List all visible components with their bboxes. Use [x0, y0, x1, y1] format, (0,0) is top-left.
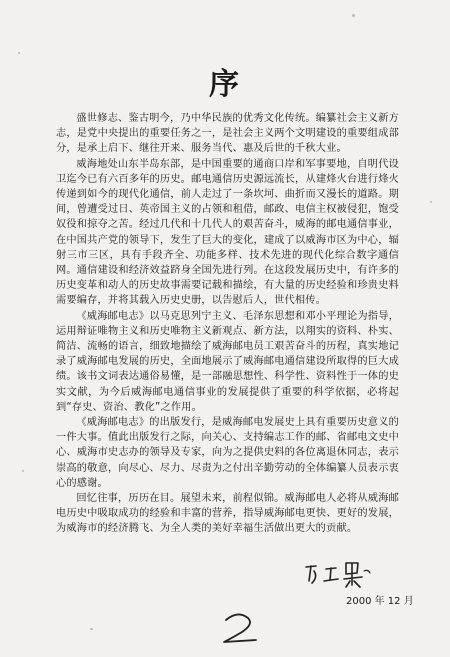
scan-speckle [430, 201, 432, 203]
scan-speckle [90, 628, 93, 630]
preface-date: 2000 年 12 月 [346, 596, 414, 607]
scan-speckle [22, 470, 24, 472]
paragraph: 威海地处山东半岛东部，是中国重要的通商口岸和军事要地，自明代设卫迄今已有六百多年的历史。邮电通信历史源远流长，从建烽火台进行烽火传递到如今的现代化通信，前人走过了一条坎坷、曲折而又漫长的道路。期间，曾遭受过日、英帝国主义的占领和租借，邮政、电信主权被侵犯，饱受奴役和掠夺之苦。经过几代和十几代人的艰苦奋斗，威海的邮电通信事业，在中国共产党的领导下，发生了巨大的变化，建成了以威海市区为中心，辐射三市三区，具有手段齐全、功能多样、技术先进的现代化综合数字通信网。通信建设和经济效益跻身全国先进行列。在这段发展历史中，有许多的历史变革和动人的历史故事需要记载和描绘，有大量的历史经验和珍贵史料需要编存，并将其载入历史史册，以告慰后人，世代相传。 [56, 158, 399, 307]
paragraph: 《威海邮电志》以马克思列宁主义、毛泽东思想和邓小平理论为指导，运用辩证唯物主义和历史唯物主义新观点、新方法，以翔实的资料、朴实、简洁、流畅的语言，细致地描绘了威海邮电员工艰苦奋斗的历程，真实地记录了威海邮电发展的历史，全面地展示了威海邮电通信建设所取得的巨大成绩。该书文词表达通俗易懂，是一部融思想性、科学性、资料性于一体的史实文献，为今后威海邮电通信事业的发展提供了重要的科学依据，必将起到“存史、资治、教化”之作用。 [56, 310, 399, 413]
scan-speckle [18, 52, 20, 54]
handwritten-signature [300, 557, 380, 591]
handwritten-page-number [212, 610, 272, 646]
paragraph: 《威海邮电志》的出版发行，是威海邮电发展史上具有重要历史意义的一件大事。值此出版发行之际，向关心、支持编志工作的邮、省邮电文史中心、威海市史志办的领导及专家，向为之提供史料的各位离退休同志，表示崇高的敬意，向尽心、尽力、尽责为之付出辛勤劳动的全体编纂人员表示衷心的感谢。 [56, 417, 399, 489]
page-title: 序 [209, 67, 241, 102]
paragraph: 回忆往事，历历在目。展望未来，前程似锦。威海邮电人必将从威海邮电历史中吸取成功的经验和丰富的营养，指导威海邮电更快、更好的发展，为威海市的经济腾飞、为全人类的美好幸福生活做出更大的贡献。 [56, 493, 399, 535]
paragraph: 盛世修志、鉴古明今，乃中华民族的优秀文化传统。编纂社会主义新方志，是党中央提出的重要任务之一，是社会主义两个文明建设的重要组成部分，是承上启下、继往开来、服务当代、惠及后世的千秋大业。 [56, 113, 399, 155]
preface-body [56, 111, 399, 537]
scan-speckle [352, 14, 355, 17]
